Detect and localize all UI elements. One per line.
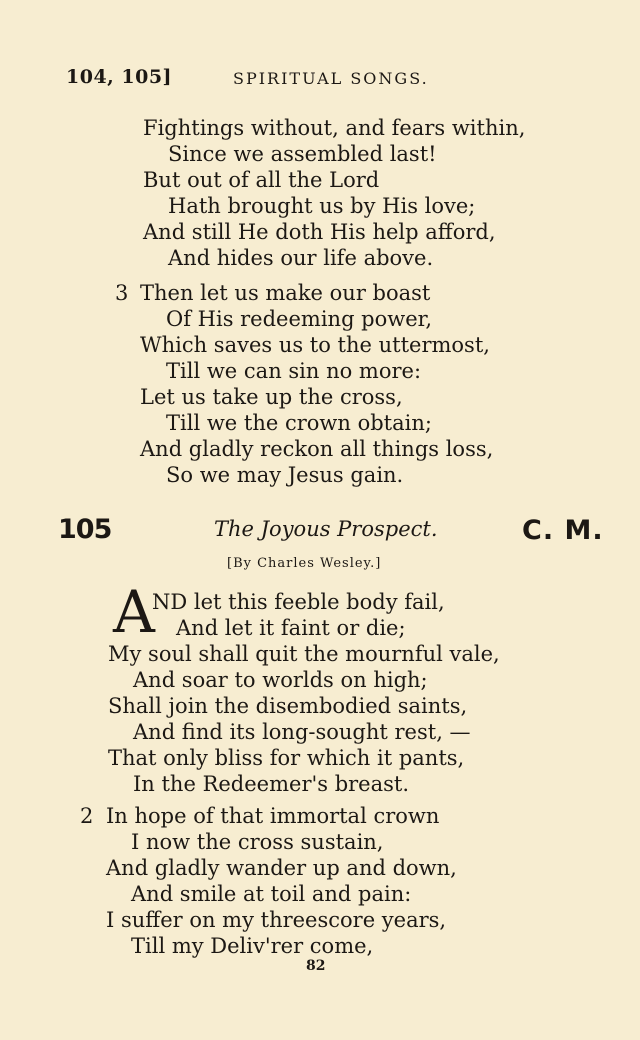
page-number: 82 <box>306 958 326 974</box>
hymn-number: 105 <box>58 514 112 545</box>
verse2-line-5: I suffer on my threescore years, <box>106 908 447 932</box>
verse1-line-5: Shall join the disembodied saints, <box>108 694 468 718</box>
book-title: SPIRITUAL SONGS. <box>233 69 429 88</box>
hymn104-line-2: Since we assembled last! <box>168 142 437 166</box>
hymn104-line-1: Fightings without, and fears within, <box>143 116 526 140</box>
verse2-line-4: And smile at toil and pain: <box>131 882 412 906</box>
hymn-meter: C. M. <box>522 515 604 546</box>
hymn104-line-5: And still He doth His help afford, <box>143 220 496 244</box>
hymn104-line-6: And hides our life above. <box>168 246 434 270</box>
verse3-line-6: Till we the crown obtain; <box>166 411 432 435</box>
verse3-line-7: And gladly reckon all things loss, <box>140 437 494 461</box>
verse2-line-3: And gladly wander up and down, <box>106 856 457 880</box>
verse3-line-1: Then let us make our boast <box>140 281 431 305</box>
verse3-line-8: So we may Jesus gain. <box>166 463 404 487</box>
hymn-attribution: [By Charles Wesley.] <box>227 556 382 571</box>
verse1-line-1: ND let this feeble body fail, <box>152 590 445 614</box>
verse1-line-4: And soar to worlds on high; <box>133 668 428 692</box>
verse3-line-5: Let us take up the cross, <box>140 385 403 409</box>
hymn104-line-4: Hath brought us by His love; <box>168 194 476 218</box>
verse1-line-7: That only bliss for which it pants, <box>108 746 465 770</box>
verse-number-2: 2 <box>80 804 94 828</box>
hymn-title: The Joyous Prospect. <box>214 517 438 541</box>
verse1-line-6: And find its long-sought rest, — <box>133 720 471 744</box>
verse3-line-2: Of His redeeming power, <box>166 307 433 331</box>
verse2-line-1: In hope of that immortal crown <box>106 804 440 828</box>
verse1-line-8: In the Redeemer's breast. <box>133 772 410 796</box>
verse1-line-2: And let it faint or die; <box>176 616 406 640</box>
verse3-line-3: Which saves us to the uttermost, <box>140 333 490 357</box>
hymn104-line-3: But out of all the Lord <box>143 168 380 192</box>
page-range: 104, 105] <box>66 66 173 88</box>
verse1-line-3: My soul shall quit the mournful vale, <box>108 642 500 666</box>
running-head <box>0 66 640 96</box>
verse2-line-6: Till my Deliv'rer come, <box>131 934 374 958</box>
verse2-line-2: I now the cross sustain, <box>131 830 384 854</box>
verse3-line-4: Till we can sin no more: <box>166 359 422 383</box>
drop-cap: A <box>113 578 155 646</box>
verse-number-3: 3 <box>115 281 129 305</box>
